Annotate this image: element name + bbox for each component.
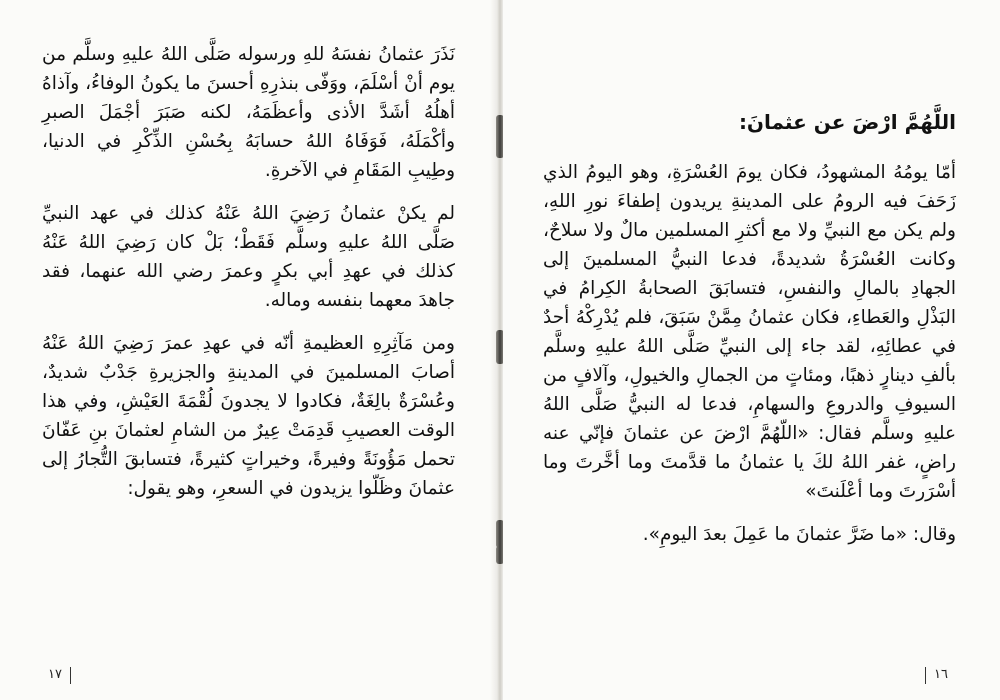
left-paragraph-2: لم يكنْ عثمانُ رَضِيَ اللهُ عَنْهُ كذلك في عهد النبيِّ صَلَّى اللهُ عليهِ وسلَّم فَقَطْ؛ بَلْ كان رَضِيَ اللهُ عَنْهُ كذلك في عهدِ أبي بكرٍ وعمرَ رضي الله عنهما، فقد جاهدَ معهما بنفسه وماله. [42, 203, 455, 311]
right-paragraph-1: أمّا يومُهُ المشهودُ، فكان يومَ العُسْرَةِ، وهو اليومُ الذي زَحَفَ فيه الرومُ على المدينةِ يريدون إطفاءَ نورِ اللهِ، ولم يكن مع النبيِّ ولا مع أكثرِ المسلمين مالٌ ولا سلاحٌ، وكانت العُسْرَةُ شديدةً، فدعا النبيُّ المسلمينَ إلى الجهادِ بالمالِ والنفسِ، فتسابَقَ الصحابةُ الكِرامُ في البَذْلِ والعَطاءِ، فكان عثمانُ مِمَّنْ سَبَقَ، فلم يُدْرِكْهُ أحدٌ في عطائِهِ، لقد جاء إلى النبيِّ صَلَّى اللهُ عليهِ وسلَّم بألفِ دينارٍ ذهبًا، ومئاتٍ من الجمالِ والخيولِ، وآلافٍ من السيوفِ والدروعِ والسهامِ، فدعا له النبيُّ صَلَّى اللهُ عليهِ وسلَّم فقال: «اللّهُمَّ ارْضَ عن عثمانَ فإنّي عنه راضٍ، غفر اللهُ لكَ يا عثمانُ ما قدَّمتَ وما أخَّرتَ وما أسْرَرتَ وما أعْلَنتَ» [543, 162, 956, 502]
right-page-number: ١٦ [925, 667, 956, 684]
left-page-body [42, 40, 455, 503]
right-paragraph-2: وقال: «ما ضَرَّ عثمانَ ما عَمِلَ بعدَ اليومِ». [642, 524, 956, 545]
left-paragraph-1: نَذَرَ عثمانُ نفسَهُ للهِ ورسوله صَلَّى اللهُ عليهِ وسلَّم من يوم أنْ أسْلَمَ، ووَفّى بنذرِهِ أحسنَ ما يكونُ الوفاءُ، وآذاهُ أهلُهُ أشَدَّ الأذى وأعظَمَهُ، لكنه صَبَرَ أجْمَلَ الصبرِ وأكْمَلَهُ، فَوَفَاهُ اللهُ حسابَهُ بِحُسْنِ الذِّكْرِ في الدنيا، وطِيبِ المَقَامِ في الآخرةِ. [42, 44, 455, 181]
left-paragraph-3: ومن مَآثِرِهِ العظيمةِ أنّه في عهدِ عمرَ رَضِيَ اللهُ عَنْهُ أصابَ المسلمينَ في المدينةِ والجزيرةِ جَدْبٌ شديدٌ، وعُسْرَةٌ بالِغَةٌ، فكادوا لا يجدونَ لُقْمَةَ العَيْشِ، وفي هذا الوقت العصيبِ قَدِمَتْ عِيرٌ من الشامِ لعثمانَ بنِ عَفّانَ تحمل مَؤُونَةً وفيرةً، وخيراتٍ كثيرةً، فتسابقَ التُّجارُ إلى عثمانَ وظَلّوا يزيدون في السعرِ، وهو يقول: [42, 333, 455, 499]
right-page [503, 0, 1000, 700]
left-page [0, 0, 497, 700]
section-heading: اللَّهُمَّ ارْضَ عن عثمانَ: [738, 110, 956, 134]
right-page-body [543, 158, 956, 549]
left-page-number: ١٧ [40, 667, 71, 684]
